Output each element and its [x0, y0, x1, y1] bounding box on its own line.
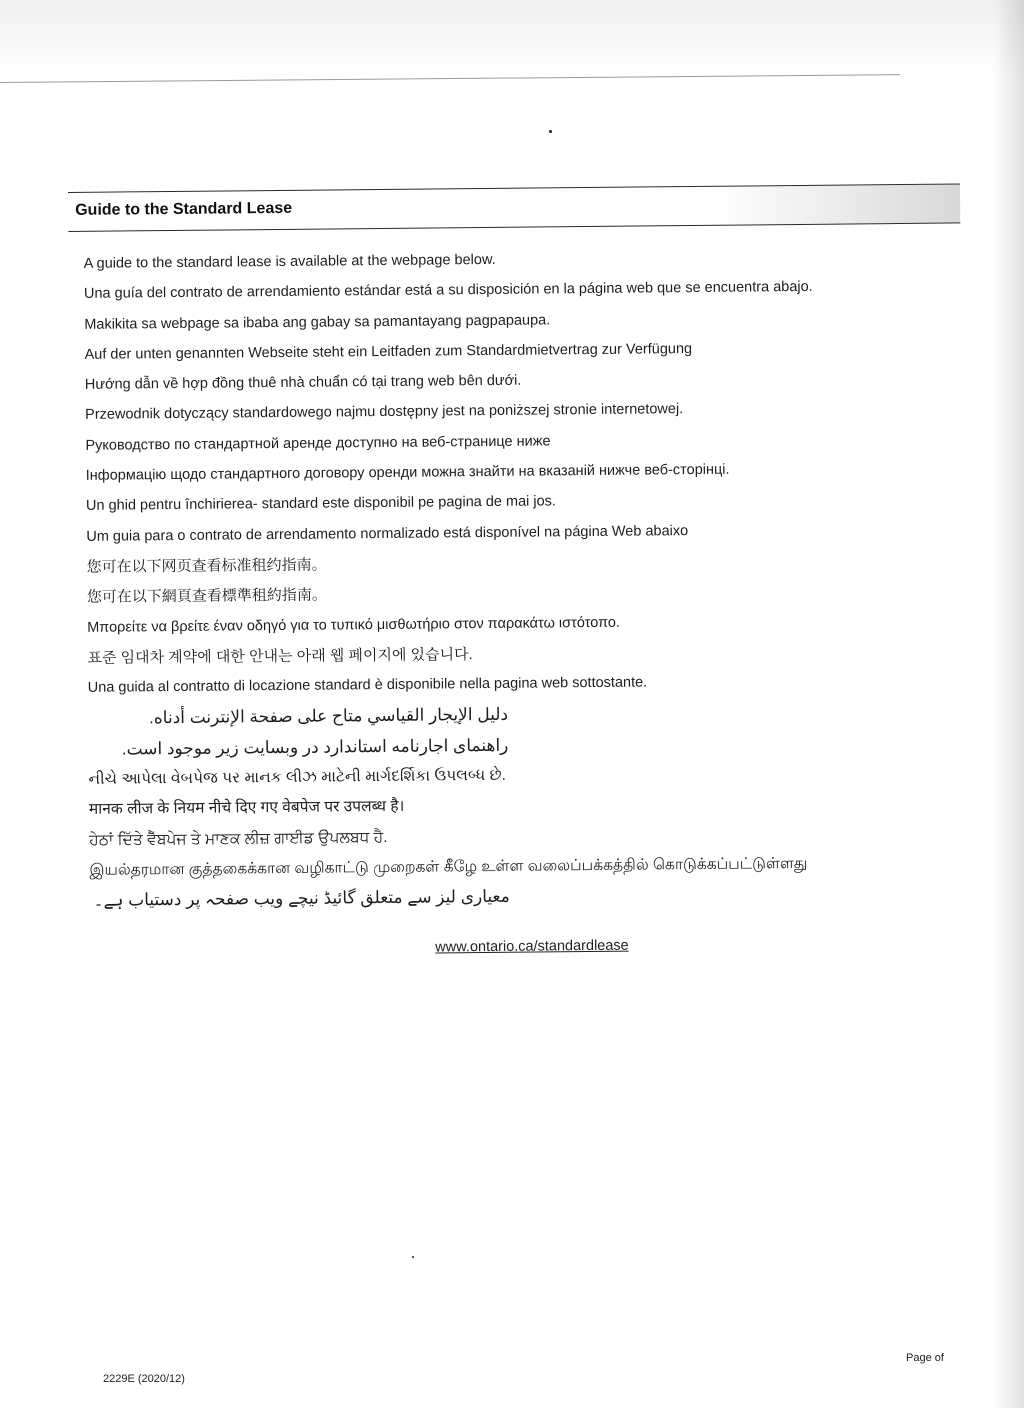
lease-guide-section	[68, 183, 967, 958]
scan-top-shadow	[0, 0, 1024, 80]
form-code: 2229E (2020/12)	[103, 1373, 185, 1385]
section-header	[68, 183, 960, 232]
line-farsi: راهنمای اجارنامه استاندارد در وبسایت زیر موجود است.	[121, 735, 509, 759]
line-portuguese: Um guia para o contrato de arrendamento normalizado está disponível na página Web abaixo	[86, 522, 689, 545]
line-greek: Μπορείτε να βρείτε έναν οδηγό για το τυπικό μισθωτήριο στον παρακάτω ιστότοπο.	[87, 614, 620, 636]
line-chinese-simplified: 您可在以下网页查看标准租约指南。	[86, 556, 327, 576]
line-arabic: دليل الإيجار القياسي متاح على صفحة الإنترنت أدناه.	[149, 705, 509, 728]
line-english: A guide to the standard lease is available at the webpage below.	[83, 251, 496, 272]
line-ukrainian: Інформацію щодо стандартного договору оренди можна знайти на вказаній нижче веб-сторінці.	[85, 461, 730, 484]
translation-list	[84, 247, 967, 922]
scan-speck	[549, 130, 552, 133]
line-hindi: मानक लीज के नियम नीचे दिए गए वेबपेज पर उपलब्ध है।	[88, 798, 405, 819]
line-punjabi: ਹੇਠਾਂ ਦਿੱਤੇ ਵੈੱਬਪੇਜ ਤੇ ਮਾਣਕ ਲੀਜ਼ ਗਾਈਡ ਉਪਲਬਧ ਹੈ.	[89, 828, 388, 849]
line-tamil: இயல்தரமான குத்தகைக்கான வழிகாட்டு முறைகள் கீழே உள்ள வலைப்பக்கத்தில் கொடுக்கப்பட்டுள்ளது	[89, 854, 808, 879]
line-romanian: Un ghid pentru închirierea- standard este disponibil pe pagina de mai jos.	[85, 493, 557, 515]
scan-edge-shadow	[994, 0, 1024, 1408]
line-gujarati: નીચે આપેલા વેબપેજ પર માનક લીઝ માટેની માર્ગદર્શિકા ઉપલબ્ધ છે.	[88, 766, 506, 788]
line-vietnamese: Hướng dẫn về hợp đồng thuê nhà chuẩn có tại trang web bên dưới.	[84, 372, 522, 394]
line-russian: Руководство по стандартной аренде доступно на веб-странице ниже	[85, 433, 551, 454]
line-spanish: Una guía del contrato de arrendamiento estándar está a su disposición en la página web que se encuentra abajo.	[83, 279, 813, 303]
scan-speck	[412, 1256, 414, 1258]
section-title: Guide to the Standard Lease	[75, 199, 293, 219]
line-korean: 표준 임대차 계약에 대한 안내는 아래 웹 페이지에 있습니다.	[87, 645, 473, 667]
line-german: Auf der unten genannten Webseite steht ein Leitfaden zum Standardmietvertrag zur Verfügung	[84, 340, 693, 363]
line-polish: Przewodnik dotyczący standardowego najmu dostępny jest na poniższej stronie internetowej.	[85, 401, 684, 424]
line-urdu: معیاری لیز سے متعلق گائیڈ نیچے ویب صفحہ پر دستیاب ہے۔	[93, 887, 510, 911]
page-number-label: Page of	[906, 1352, 944, 1364]
line-tagalog: Makikita sa webpage sa ibaba ang gabay sa pamantayang pagpapaupa.	[84, 311, 551, 333]
standard-lease-link[interactable]: www.ontario.ca/standardlease	[435, 937, 629, 956]
line-italian: Una guida al contratto di locazione standard è disponibile nella pagina web sottostante.	[87, 674, 648, 696]
line-chinese-traditional: 您可在以下網頁查看標準租約指南。	[86, 586, 327, 607]
